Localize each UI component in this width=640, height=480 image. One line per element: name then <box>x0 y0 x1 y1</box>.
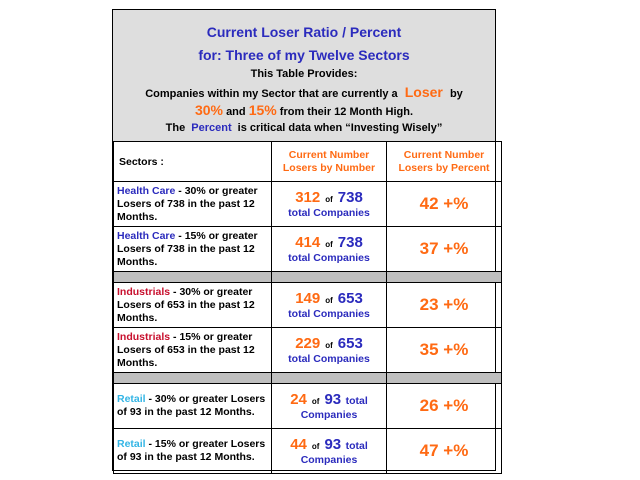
col-losers-by-percent: Current Number Losers by Percent <box>387 142 502 182</box>
row-label: Industrials - 30% or greater Losers of 653 in the past 12 Months. <box>114 283 272 328</box>
losers-ratio: 24 of 93 total Companies <box>272 384 387 429</box>
table-header <box>113 10 495 141</box>
table-row <box>114 227 502 272</box>
data-table <box>113 141 502 474</box>
header-line3: The Percent is critical data when “Investing Wisely” <box>165 122 443 134</box>
table-row <box>114 429 502 474</box>
loser-percent: 23 +% <box>387 283 502 328</box>
loser-percent: 37 +% <box>387 227 502 272</box>
col-sectors: Sectors : <box>114 142 272 182</box>
loser-percent: 26 +% <box>387 384 502 429</box>
row-label: Industrials - 15% or greater Losers of 653 in the past 12 Months. <box>114 328 272 373</box>
row-label: Health Care - 30% or greater Losers of 738 in the past 12 Months. <box>114 182 272 227</box>
col-losers-by-number: Current Number Losers by Number <box>272 142 387 182</box>
sector-name: Retail <box>117 438 146 450</box>
table-row <box>114 328 502 373</box>
header-subtitle: for: Three of my Twelve Sectors <box>198 47 410 63</box>
losers-ratio: 312 of 738 total Companies <box>272 182 387 227</box>
loser-word: Loser <box>404 84 443 100</box>
loser-percent: 47 +% <box>387 429 502 474</box>
losers-ratio: 229 of 653 total Companies <box>272 328 387 373</box>
losers-ratio: 44 of 93 total Companies <box>272 429 387 474</box>
column-header-row <box>114 142 502 182</box>
losers-ratio: 149 of 653 total Companies <box>272 283 387 328</box>
row-label: Health Care - 15% or greater Losers of 738 in the past 12 Months. <box>114 227 272 272</box>
table-row <box>114 182 502 227</box>
sector-name: Health Care <box>117 229 176 242</box>
sector-name: Health Care <box>117 184 176 197</box>
header-title: Current Loser Ratio / Percent <box>206 24 402 40</box>
separator-row <box>114 373 502 384</box>
loser-percent: 35 +% <box>387 328 502 373</box>
loser-ratio-table <box>112 9 496 471</box>
row-label: Retail - 30% or greater Losers of 93 in the past 12 Months. <box>114 384 272 429</box>
sector-name: Industrials <box>117 285 171 298</box>
header-provides: This Table Provides: <box>250 68 358 80</box>
table-row <box>114 384 502 429</box>
sector-name: Retail <box>117 393 146 405</box>
table-row <box>114 283 502 328</box>
header-line2: 30% and 15% from their 12 Month High. <box>194 102 414 118</box>
losers-ratio: 414 of 738 total Companies <box>272 227 387 272</box>
loser-percent: 42 +% <box>387 182 502 227</box>
sector-name: Industrials <box>117 330 171 343</box>
header-line1: Companies within my Sector that are currently a Loser by <box>145 84 463 100</box>
separator-row <box>114 272 502 283</box>
row-label: Retail - 15% or greater Losers of 93 in the past 12 Months. <box>114 429 272 474</box>
